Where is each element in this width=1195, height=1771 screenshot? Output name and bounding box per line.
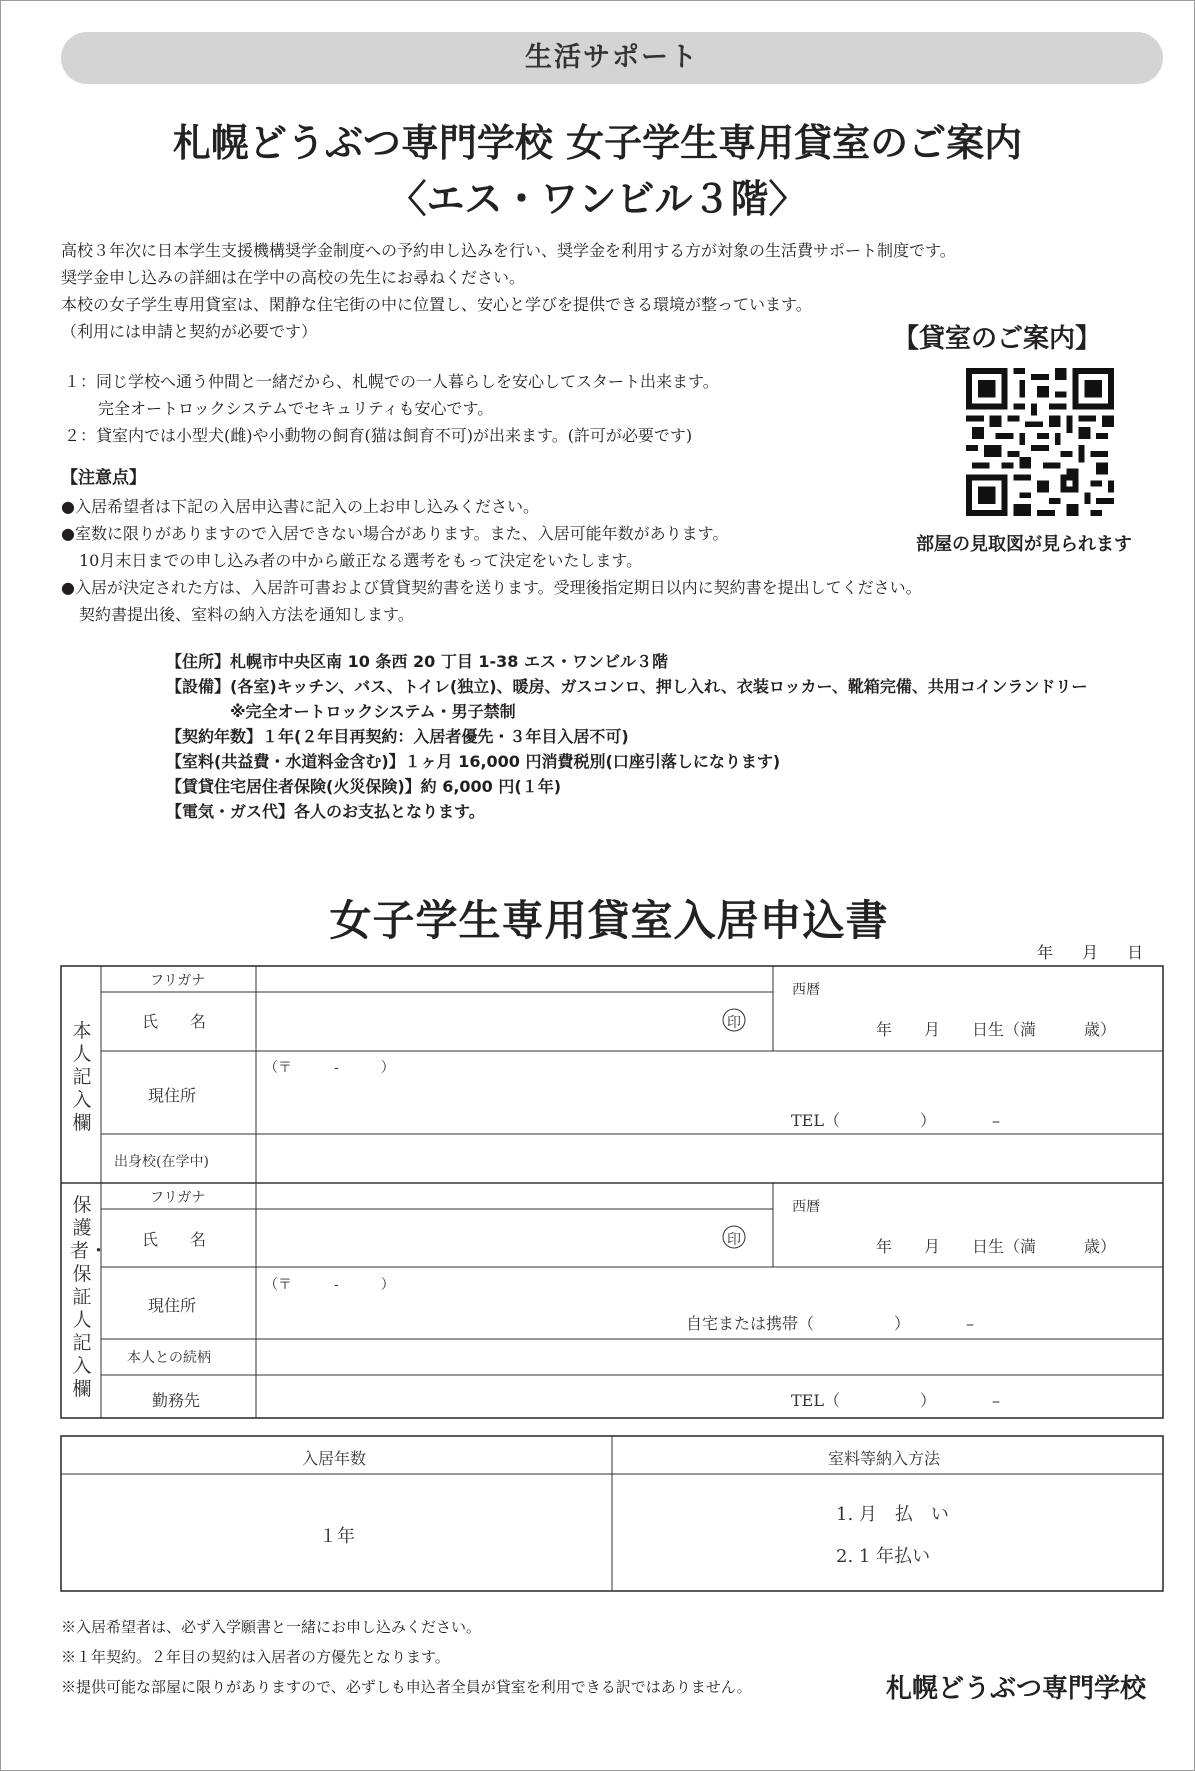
school-name: 札幌どうぶつ専門学校 — [886, 1674, 1147, 1704]
school-label: 出身校(在学中) — [114, 1154, 209, 1170]
feature-point: ２：貸室内では小型犬(雌)や小動物の飼育(猫は飼育不可)が出来ます。(許可が必要です) — [64, 426, 693, 445]
name-label: 氏 名 — [142, 1012, 207, 1031]
info-line: ※完全オートロックシステム・男子禁制 — [230, 702, 516, 721]
footnote: ※１年契約。２年目の契約は入居者の方優先となります。 — [61, 1648, 450, 1666]
furigana-label: フリガナ — [150, 973, 206, 989]
intro-line: 本校の女子学生専用貸室は、閑静な住宅街の中に位置し、安心と学びを提供できる環境が整っています。 — [61, 295, 812, 314]
furigana-label: フリガナ — [150, 1190, 206, 1206]
tel-field[interactable]: TEL（ ） – — [791, 1391, 1000, 1410]
notes-heading: 【注意点】 — [61, 468, 146, 488]
date-field[interactable]: 年 月 日 — [1037, 943, 1144, 962]
era-label: 西暦 — [792, 982, 820, 998]
feature-point: 完全オートロックシステムでセキュリティも安心です。 — [98, 399, 494, 418]
address-label: 現住所 — [148, 1296, 197, 1315]
birthdate-field[interactable]: 年 月 日生（満 歳） — [876, 1237, 1117, 1256]
phone-field[interactable]: 自宅または携帯（ ） – — [686, 1314, 975, 1333]
page-title: 札幌どうぶつ専門学校 女子学生専用貸室のご案内 — [172, 120, 1023, 165]
section-label-text: 本人記入欄 — [72, 1020, 92, 1134]
form-title: 女子学生専用貸室入居申込書 — [329, 896, 889, 945]
payment-option-monthly[interactable]: 1. 月 払 い — [836, 1504, 949, 1525]
note-item: ●入居が決定された方は、入居許可書および賃貸契約書を送ります。受理後指定期日以内に契約書を提出してください。 — [61, 578, 922, 597]
info-line: 【住所】札幌市中央区南 10 条西 20 丁目 1-38 エス・ワンビル３階 — [166, 652, 668, 671]
info-line: 【賃貸住宅居住者保険(火災保険)】約 6,000 円(１年) — [166, 777, 562, 796]
intro-line: 奨学金申し込みの詳細は在学中の高校の先生にお尋ねください。 — [61, 268, 526, 287]
info-line: 【電気・ガス代】各人のお支払となります。 — [166, 802, 485, 821]
seal-mark: 印 — [727, 1015, 741, 1031]
name-label: 氏 名 — [142, 1230, 207, 1249]
workplace-label: 勤務先 — [152, 1391, 201, 1410]
note-item: 10月末日までの申し込み者の中から厳正なる選考をもって決定をいたします。 — [79, 551, 643, 570]
footnote: ※入居希望者は、必ず入学願書と一緒にお申し込みください。 — [61, 1618, 482, 1636]
qr-caption: 部屋の見取図が見られます — [916, 534, 1132, 555]
years-value: １年 — [319, 1526, 355, 1547]
section-label-text: 保護者・保証人記入欄 — [70, 1194, 109, 1400]
payment-header: 室料等納入方法 — [828, 1449, 941, 1468]
info-line: 【契約年数】１年(２年目再契約：入居者優先・３年目入居不可) — [166, 727, 629, 746]
era-label: 西暦 — [792, 1199, 820, 1215]
applicant-section-label — [70, 1020, 94, 1135]
postal-code-field[interactable]: （〒 - ） — [264, 1277, 395, 1293]
intro-line: （利用には申請と契約が必要です） — [61, 322, 318, 341]
intro-line: 高校３年次に日本学生支援機構奨学金制度への予約申し込みを行い、奨学金を利用する方が対象の生活費サポート制度です。 — [61, 241, 956, 260]
postal-code-field[interactable]: （〒 - ） — [264, 1060, 395, 1076]
note-item: ●室数に限りがありますので入居できない場合があります。また、入居可能年数があります。 — [61, 524, 729, 543]
relation-label: 本人との続柄 — [127, 1350, 211, 1366]
tel-field[interactable]: TEL（ ） – — [791, 1111, 1000, 1130]
feature-point: １：同じ学校へ通う仲間と一緒だから、札幌での一人暮らしを安心してスタート出来ます。 — [64, 372, 719, 391]
section-banner: 生活サポート — [61, 32, 1163, 84]
qr-heading: 【貸室のご案内】 — [893, 324, 1102, 354]
address-label: 現住所 — [148, 1086, 197, 1105]
info-line: 【設備】(各室)キッチン、バス、トイレ(独立)、暖房、ガスコンロ、押し入れ、衣装ロッカー、靴箱完備、共用コインランドリー — [166, 677, 1088, 696]
years-header: 入居年数 — [302, 1449, 367, 1468]
note-item: 契約書提出後、室料の納入方法を通知します。 — [79, 605, 414, 624]
info-line: 【室料(共益費・水道料金含む)】１ヶ月 16,000 円消費税別(口座引落しになります) — [166, 752, 781, 771]
note-item: ●入居希望者は下記の入居申込書に記入の上お申し込みください。 — [61, 497, 539, 516]
seal-mark: 印 — [727, 1232, 741, 1248]
page-subtitle: 〈エス・ワンビル３階〉 — [388, 176, 807, 221]
guardian-section-label — [70, 1194, 109, 1401]
birthdate-field[interactable]: 年 月 日生（満 歳） — [876, 1020, 1117, 1039]
payment-option-yearly[interactable]: 2. 1 年払い — [836, 1546, 931, 1567]
footnote: ※提供可能な部屋に限りがありますので、必ずしも申込者全員が貸室を利用できる訳ではありません。 — [61, 1678, 752, 1696]
footnotes — [61, 1612, 752, 1702]
